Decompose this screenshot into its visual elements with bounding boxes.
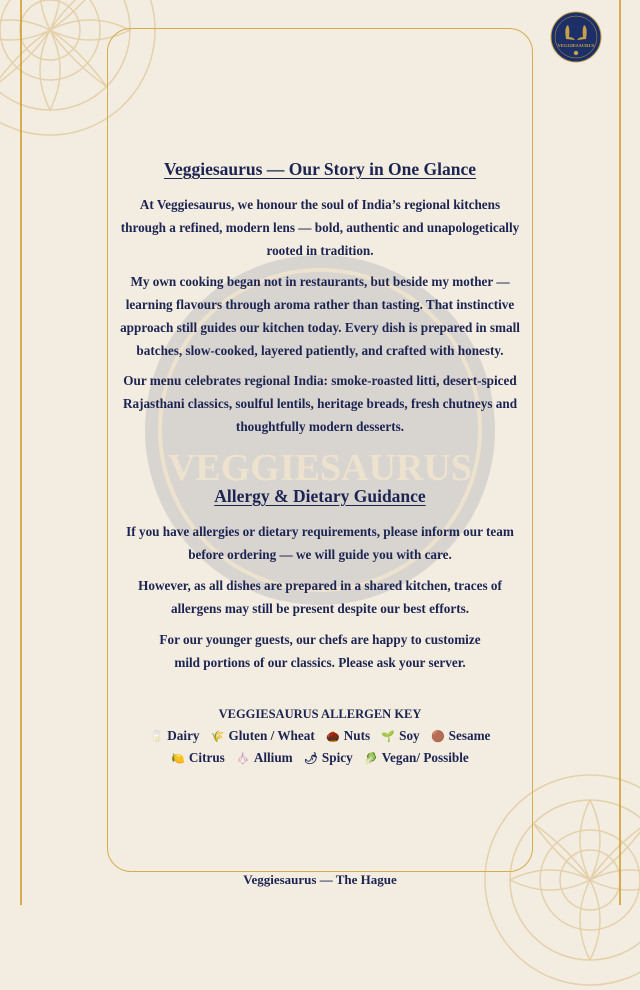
spicy-icon: 🌶 <box>303 753 318 765</box>
story-paragraph-1 <box>0 193 640 262</box>
veggiesaurus-logo <box>550 11 602 63</box>
text-line: before ordering — we will guide you with care. <box>188 547 452 562</box>
footer-location: Veggiesaurus — The Hague <box>243 872 397 887</box>
text-line: mild portions of our classics. Please ask your server. <box>174 655 466 670</box>
story-paragraph-3 <box>0 369 640 438</box>
text-line: At Veggiesaurus, we honour the soul of India’s regional kitchens <box>139 197 501 212</box>
text-line: batches, slow-cooked, layered patiently, and crafted with honesty. <box>136 343 504 358</box>
text-line: If you have allergies or dietary requirements, please inform our team <box>126 524 514 539</box>
dairy-icon: 🥛 <box>149 731 164 743</box>
allergen-label: Nuts <box>343 728 371 743</box>
allergen-label: Spicy <box>321 750 353 765</box>
allergen-label: Dairy <box>167 728 200 743</box>
text-line: rooted in tradition. <box>266 243 374 258</box>
watermark-text: VEGGIESAURUS <box>167 447 473 489</box>
nuts-icon: 🌰 <box>326 731 340 743</box>
text-line: Rajasthani classics, soulful lentils, heritage breads, fresh chutneys and <box>122 396 518 411</box>
story-heading: Veggiesaurus — Our Story in One Glance <box>163 159 477 179</box>
allium-icon: 🧄 <box>236 753 250 765</box>
text-line: For our younger guests, our chefs are happy to customize <box>159 632 481 647</box>
gluten-icon: 🌾 <box>210 731 225 743</box>
allergen-label: Vegan/ Possible <box>381 750 469 765</box>
allergen-label: Citrus <box>188 750 225 765</box>
citrus-icon: 🍋 <box>171 753 185 765</box>
text-line: allergens may still be present despite our best efforts. <box>170 601 470 616</box>
vegan-icon: 🥬 <box>364 753 378 765</box>
text-line: learning flavours through aroma rather than tasting. That instinctive <box>125 297 515 312</box>
allergen-label: Gluten / Wheat <box>228 728 315 743</box>
text-line: approach still guides our kitchen today. Every dish is prepared in small <box>120 320 520 335</box>
allergen-key-title: VEGGIESAURUS ALLERGEN KEY <box>218 707 422 721</box>
allergy-paragraph-2 <box>0 574 640 620</box>
text-line: through a refined, modern lens — bold, authentic and unapologetically <box>120 220 520 235</box>
text-line: My own cooking began not in restaurants, but beside my mother — <box>130 274 510 289</box>
sesame-icon: 🟤 <box>430 731 445 743</box>
allergy-paragraph-3 <box>0 628 640 674</box>
allergen-key-row-2 <box>0 750 640 766</box>
allergen-label: Soy <box>399 728 420 743</box>
soy-icon: 🌱 <box>381 731 396 743</box>
text-line: thoughtfully modern desserts. <box>235 419 405 434</box>
allergen-label: Sesame <box>448 728 491 743</box>
allergen-key-row-1 <box>0 728 640 744</box>
svg-text:VEGGIESAURUS: VEGGIESAURUS <box>557 43 595 48</box>
allergy-heading: Allergy & Dietary Guidance <box>214 486 426 506</box>
allergen-label: Allium <box>253 750 293 765</box>
text-line: Our menu celebrates regional India: smoke-roasted litti, desert-spiced <box>123 373 517 388</box>
allergy-paragraph-1 <box>0 520 640 566</box>
text-line: However, as all dishes are prepared in a shared kitchen, traces of <box>138 578 502 593</box>
story-section <box>0 159 640 180</box>
story-paragraph-2 <box>0 270 640 362</box>
